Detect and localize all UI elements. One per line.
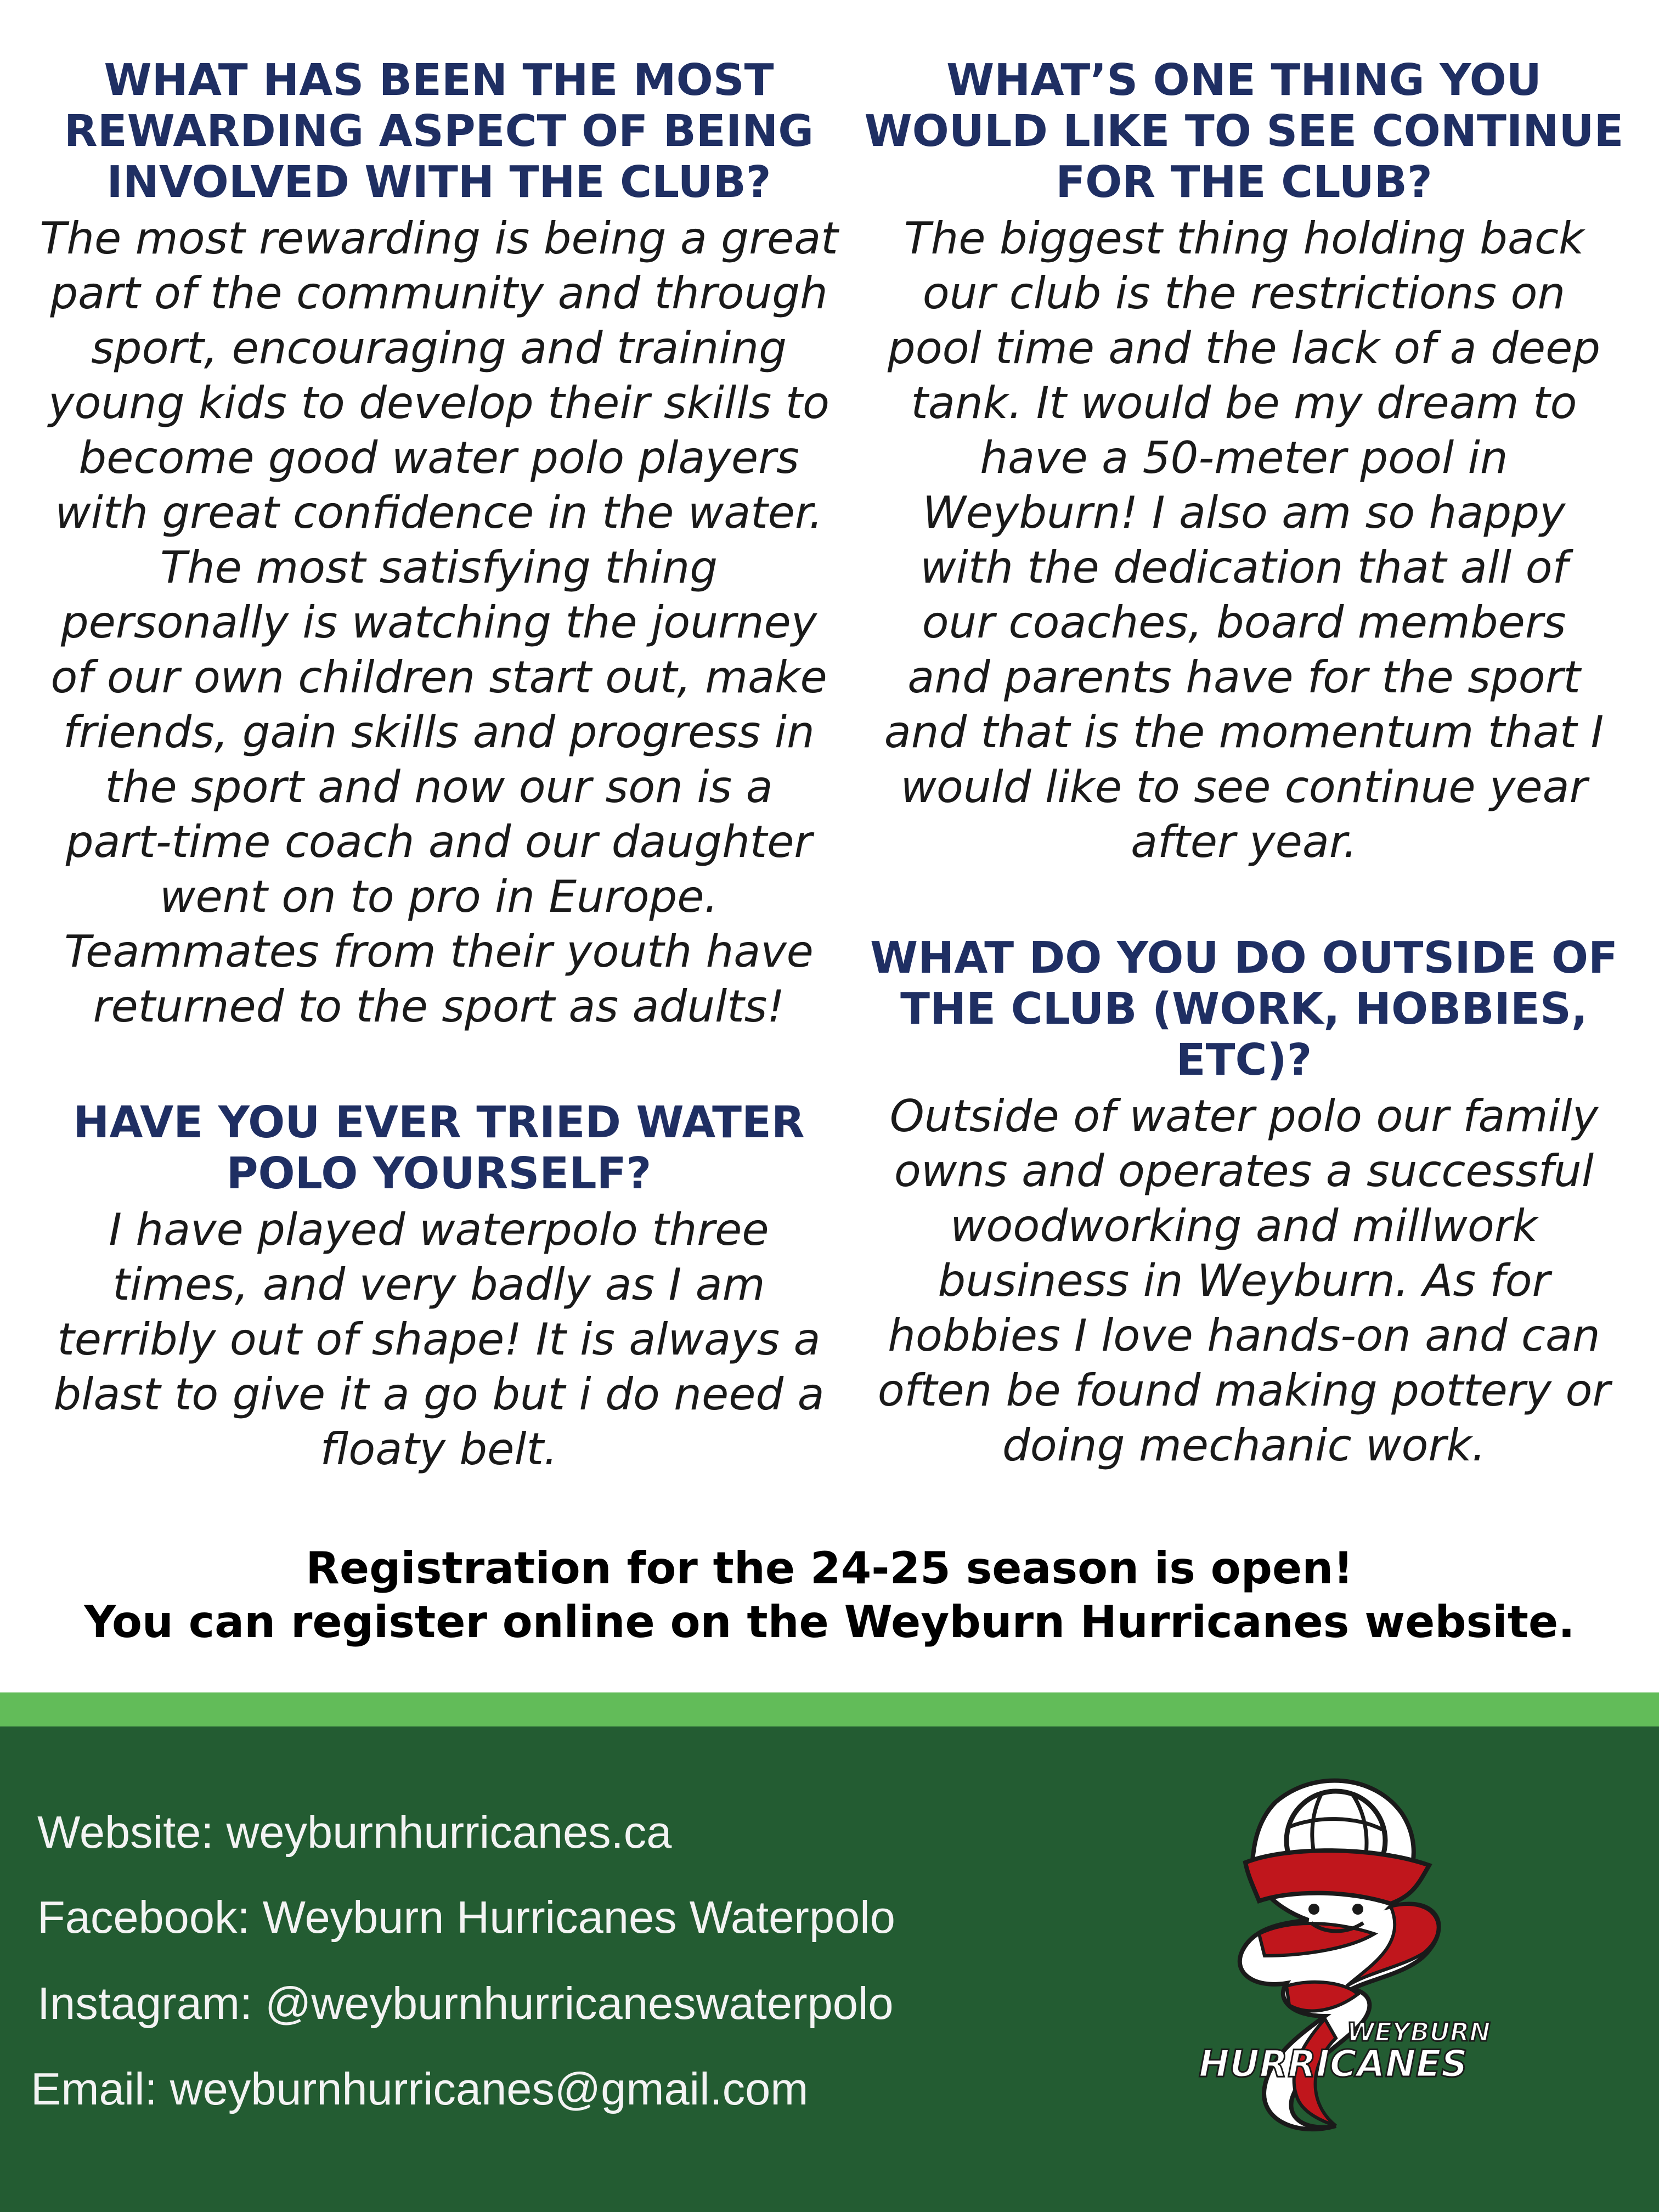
answer-line: sport, encouraging and training xyxy=(91,323,787,374)
answer-line: friends, gain skills and progress in xyxy=(63,707,815,758)
heading-line: POLO YOURSELF? xyxy=(226,1148,652,1199)
answer-line: Teammates from their youth have xyxy=(64,926,814,977)
question-heading xyxy=(33,1097,845,1199)
answer-line: after year. xyxy=(1131,816,1357,867)
accent-band xyxy=(0,1692,1659,1726)
hurricanes-logo xyxy=(1193,1769,1491,2131)
answer-text xyxy=(848,211,1640,870)
answer-line: of our own children start out, make xyxy=(50,652,827,703)
answer-line: would like to see continue year xyxy=(900,761,1588,812)
heading-line: ETC)? xyxy=(1176,1035,1312,1085)
facebook-link[interactable]: Facebook: Weyburn Hurricanes Waterpolo xyxy=(37,1892,895,1943)
answer-line: and parents have for the sport xyxy=(907,652,1581,703)
answer-line: The most rewarding is being a great xyxy=(40,213,838,264)
answer-text xyxy=(33,1203,845,1477)
answer-line: personally is watching the journey xyxy=(60,597,817,648)
answer-line: have a 50-meter pool in xyxy=(980,432,1508,483)
answer-text xyxy=(848,1089,1640,1473)
logo-text-bottom: HURRICANES xyxy=(1199,2042,1468,2086)
answer-line: with great confidence in the water. xyxy=(55,487,823,538)
question-heading xyxy=(848,933,1640,1086)
instagram-link[interactable]: Instagram: @weyburnhurricaneswaterpolo xyxy=(37,1978,894,2029)
heading-line: INVOLVED WITH THE CLUB? xyxy=(106,157,771,207)
question-heading xyxy=(33,55,845,208)
email-link[interactable]: Email: weyburnhurricanes@gmail.com xyxy=(31,2063,809,2114)
logo-text-top: WEYBURN xyxy=(1347,2017,1491,2047)
answer-line: times, and very badly as I am xyxy=(112,1259,765,1310)
answer-line: floaty belt. xyxy=(320,1424,558,1475)
heading-line: THE CLUB (WORK, HOBBIES, xyxy=(900,984,1588,1034)
answer-line: with the dedication that all of xyxy=(920,542,1568,593)
answer-line: The most satisfying thing xyxy=(160,542,718,593)
answer-line: part-time coach and our daughter xyxy=(65,816,812,867)
answer-line: become good water polo players xyxy=(78,432,799,483)
registration-notice xyxy=(0,1542,1659,1649)
heading-line: WOULD LIKE TO SEE CONTINUE xyxy=(864,106,1624,156)
answer-line: often be found making pottery or xyxy=(877,1365,1611,1416)
heading-line: WHAT’S ONE THING YOU xyxy=(946,55,1542,105)
answer-line: Weyburn! I also am so happy xyxy=(922,487,1566,538)
answer-line: the sport and now our son is a xyxy=(105,761,773,812)
answer-line: pool time and the lack of a deep xyxy=(887,323,1601,374)
heading-line: WHAT HAS BEEN THE MOST xyxy=(104,55,774,105)
answer-line: our coaches, board members xyxy=(922,597,1566,648)
heading-line: FOR THE CLUB? xyxy=(1056,157,1432,207)
answer-line: tank. It would be my dream to xyxy=(911,377,1577,428)
answer-line: part of the community and through xyxy=(50,268,828,319)
answer-line: and that is the momentum that I xyxy=(884,707,1604,758)
right-column xyxy=(848,55,1640,1473)
answer-line: hobbies I love hands-on and can xyxy=(888,1310,1600,1361)
answer-line: woodworking and millwork xyxy=(950,1200,1538,1251)
answer-text xyxy=(33,211,845,1034)
answer-line: terribly out of shape! It is always a xyxy=(57,1314,821,1365)
registration-line: You can register online on the Weyburn Hurricanes website. xyxy=(84,1596,1575,1647)
heading-line: WHAT DO YOU DO OUTSIDE OF xyxy=(870,933,1618,983)
answer-line: I have played waterpolo three xyxy=(109,1204,769,1255)
answer-line: doing mechanic work. xyxy=(1002,1420,1486,1471)
heading-line: REWARDING ASPECT OF BEING xyxy=(64,106,814,156)
answer-line: blast to give it a go but i do need a xyxy=(53,1369,825,1420)
heading-line: HAVE YOU EVER TRIED WATER xyxy=(73,1097,805,1148)
answer-line: went on to pro in Europe. xyxy=(160,871,718,922)
website-link[interactable]: Website: weyburnhurricanes.ca xyxy=(37,1807,672,1858)
answer-line: owns and operates a successful xyxy=(894,1146,1594,1197)
answer-line: The biggest thing holding back xyxy=(904,213,1584,264)
registration-line: Registration for the 24-25 season is open! xyxy=(306,1543,1353,1594)
answer-line: our club is the restrictions on xyxy=(922,268,1566,319)
answer-line: young kids to develop their skills to xyxy=(48,377,830,428)
question-heading xyxy=(848,55,1640,208)
answer-line: Outside of water polo our family xyxy=(889,1091,1599,1142)
left-column xyxy=(33,55,845,1477)
answer-line: returned to the sport as adults! xyxy=(93,981,785,1032)
answer-line: business in Weyburn. As for xyxy=(938,1255,1550,1306)
